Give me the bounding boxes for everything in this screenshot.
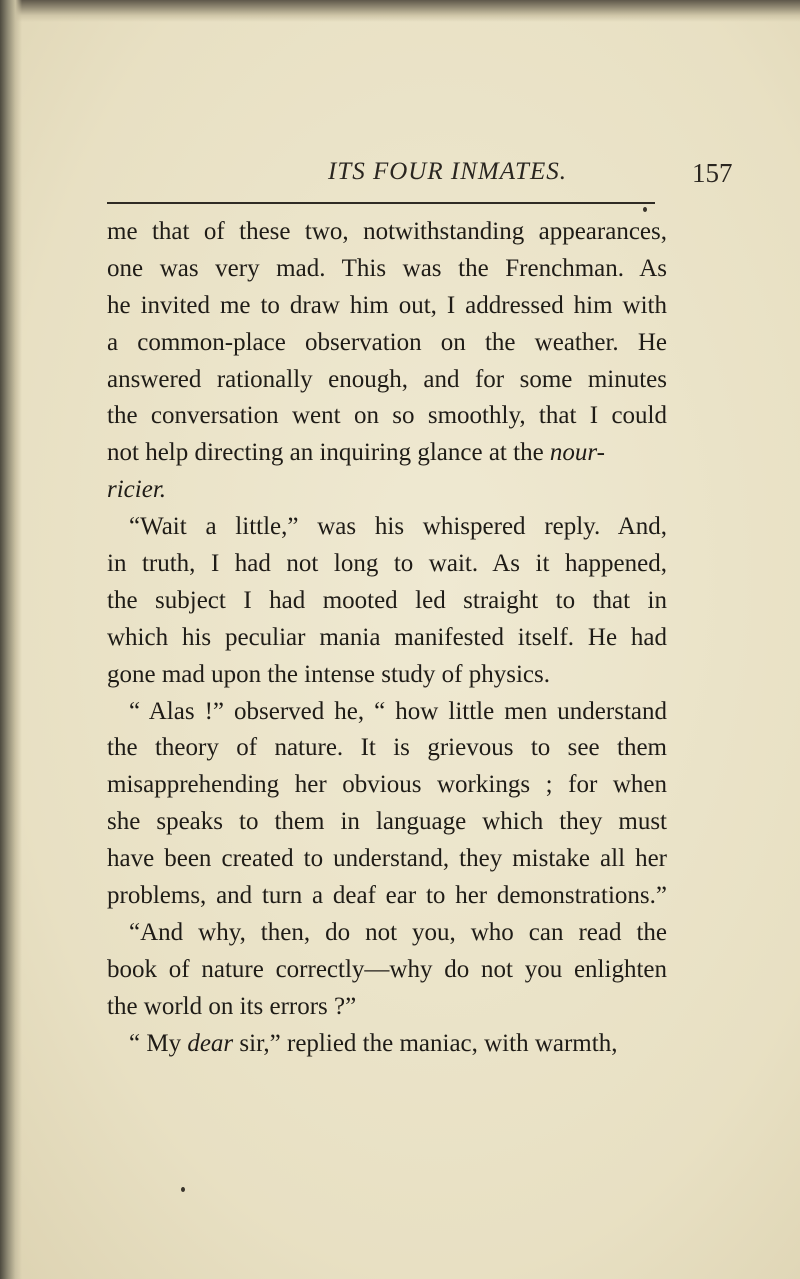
text-segment: “ My: [129, 1029, 188, 1057]
text-line: “Wait a little,” was his whispered reply. And,: [129, 513, 667, 541]
text-line: which his peculiar mania manifested itself. He had: [107, 623, 667, 651]
text-line: me that of these two, notwithstanding appearances,: [107, 218, 667, 245]
text-line: one was very mad. This was the Frenchman. As: [107, 254, 667, 282]
text-line: gone mad upon the intense study of physics.: [107, 660, 550, 688]
text-line: she speaks to them in language which they must: [107, 808, 667, 836]
text-line: a common-place observation on the weather. He: [107, 328, 667, 356]
header-rule: [107, 202, 655, 204]
running-title: ITS FOUR INMATES.: [328, 158, 567, 185]
page-top-shadow: [0, 0, 800, 22]
text-segment: sir,” replied the maniac, with warmth,: [233, 1029, 618, 1057]
page-number: 157: [692, 158, 733, 188]
ink-speck: [643, 207, 647, 212]
text-line: [107, 435, 667, 472]
text-line: misapprehending her obvious workings ; for when: [107, 771, 667, 799]
text-line: have been created to understand, they mistake all her: [107, 845, 667, 873]
text-line: he invited me to draw him out, I addressed him with: [107, 291, 667, 319]
text-line: the subject I had mooted led straight to that in: [107, 586, 667, 614]
text-line: “ Alas !” observed he, “ how little men understand: [129, 697, 667, 725]
italic-word: dear: [187, 1029, 234, 1057]
running-head: [0, 152, 800, 192]
text-line: problems, and turn a deaf ear to her demonstrations.”: [107, 882, 667, 910]
text-segment: not help directing an inquiring glance at the: [107, 439, 550, 467]
text-line: book of nature correctly—why do not you enlighten: [107, 955, 667, 983]
text-line: the theory of nature. It is grievous to see them: [107, 734, 667, 762]
body-text: [107, 214, 667, 1062]
ink-speck: [181, 1187, 185, 1192]
text-line: [107, 1026, 667, 1063]
italic-word: ricier.: [107, 476, 167, 504]
italic-word: nour-: [549, 439, 605, 467]
text-line: the world on its errors ?”: [107, 992, 357, 1020]
text-line: the conversation went on so smoothly, that I could: [107, 402, 667, 430]
text-line: in truth, I had not long to wait. As it happened,: [107, 550, 667, 578]
text-line: answered rationally enough, and for some minutes: [107, 365, 667, 393]
text-line: [107, 472, 667, 509]
text-line: “And why, then, do not you, who can read the: [129, 918, 667, 946]
